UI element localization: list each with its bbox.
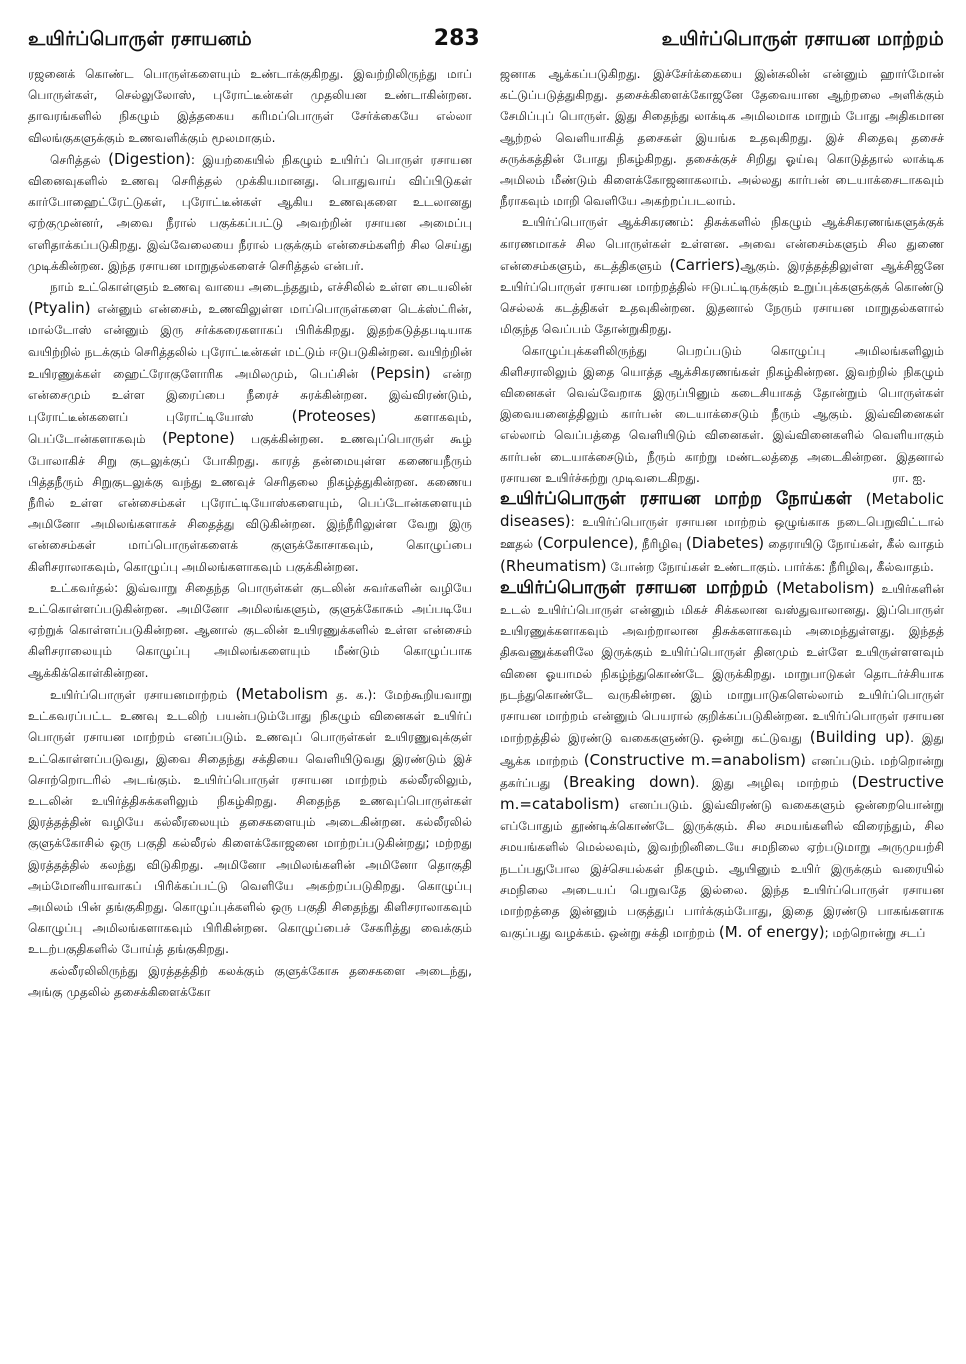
paragraph-text: : உயிர்ப்பொருள் ரசாயன மாற்றம் ஒழுங்காக நடைபெறுவிட்டால் ஊதல் (500, 515, 944, 552)
paragraph-text: களாகவும், பெப்டோன்களாகவும் (28, 410, 472, 447)
paragraph: கல்லீரலிலிருந்து இரத்தத்திற் கலக்கும் குளுக்கோசு தசைகளை அடைந்து, அங்கு முதலில் தசைக்கிளைக்கோ (28, 963, 472, 999)
paragraph: ஜனாக ஆக்கப்படுகிறது. இச்சேர்க்கையை இன்சுலின் என்னும் ஹார்மோன் கட்டுப்படுத்துகிறது. தசைக்கிளைக்கோஜனே தேவையான ஆற்றலை அளிக்கும் சேமிப்புப் பொருள். இது சிதைந்து லாக்டிக அமிலமாக மாறும் போது அதிகமான ஆற்றல் வெளியாகித் தசைகள் இயங்க உதவுகிறது. இச் சிதைவு தசைச் சுருக்கத்தின் போது நிகழ்கிறது. தசைக்குச் சிறிது ஓய்வு கொடுத்தால் லாக்டிக அமிலம் மீண்டும் கிளைக்கோஜனாகலாம். அல்லது கார்பன் டையாக்சைடாகவும் நீராகவும் மாறி வெளியே அகற்றப்படலாம். (500, 67, 944, 209)
paragraph-text: உயிர்ப்பொருள் ஆக்சிகரணம்: திசுக்களில் நிகழும் ஆக்சிகரணங்களுக்குக் காரணமாகச் சில பொருள்கள் உள்ளன. அவை என்சைம்களும் சில துணை என்சைம்களும், கடத்திகளும் (500, 215, 944, 273)
paragraph-text: நாம் உட்கொள்ளும் உணவு வாயை அடைந்ததும், எச்சிலில் உள்ள டையலின் (50, 280, 472, 295)
paragraph-text: . இது அழிவு மாற்றம் (695, 775, 852, 790)
paragraph-metabolism (28, 684, 472, 961)
english-term: (Ptyalin) (28, 299, 91, 318)
paragraph-text: தைராயிடு நோய்கள், கீல் வாதம் (764, 537, 945, 552)
paragraph (500, 341, 944, 489)
running-head-right: உயிர்ப்பொருள் ரசாயன மாற்றம் (661, 28, 944, 50)
paragraph-text: கொழுப்புக்களிலிருந்து பெறப்படும் கொழுப்பு அமிலங்களிலும் கிளிசராலிலும் இதை யொத்த ஆக்சிகரணங்கள் நிகழ்கின்றன. இவற்றில் நிகழும் வினைகள் வெவ்வேறாக இருப்பினும் கடைசியாகத் தோன்றும் பொருள்கள் இவையனைத்திலும் கார்பன் டையாக்சைடும் நீரும் ஆகும். இவ்வினைகள் எல்லாம் வெப்பத்தை வெளியிடும் வினைகள். இவ்வினைகளில் வெளியாகும் கார்பன் டையாக்சைடும், நீரும் காற்று மண்டலத்தை அடைகின்றன. இதனால் ரசாயன உயிர்ச்சுற்று முடிவடைகிறது. (500, 343, 944, 485)
right-column (500, 64, 944, 1003)
paragraph-text: ஆகும். இரத்தத்திலுள்ள ஆக்சிஜனே உயிர்ப்பொருள் ரசாயன மாற்றத்தில் ஈடுபட்டிருக்கும் உறுப்புக்களுக்குக் கொண்டு செல்லக் கடத்திகள் உதவுகின்றன. இதனால் நேரும் ரசாயன மாறுதல்களால் மிகுந்த வெப்பம் தோன்றுகிறது. (500, 258, 944, 337)
paragraph-text: என்ற என்சைமும் உள்ள இரைப்பை நீரைச் சுரக்கின்றன. இவ்விரண்டும், புரோட்டீன்களைப் புரோட்டியோஸ் (28, 366, 472, 425)
section-term: செரித்தல் (50, 152, 109, 167)
paragraph-text: போன்ற நோய்கள் உண்டாகும். பார்க்க: நீரிழிவு, கீல்வாதம். (606, 559, 934, 574)
author-initials: ரா. ஐ. (892, 470, 926, 485)
english-term: (Carriers) (669, 255, 741, 274)
english-term: (Peptone) (161, 429, 235, 448)
paragraph-digestion (28, 149, 472, 277)
english-term: (Corpulence) (537, 534, 635, 553)
entry-heading: உயிர்ப்பொருள் ரசாயன மாற்றம் (500, 577, 769, 598)
english-term: (Proteoses) (291, 407, 377, 426)
paragraph-text: ; மற்றொன்று சடப் (824, 926, 926, 941)
english-term: (Metabolism) (768, 578, 875, 597)
page-header (28, 26, 944, 56)
english-term: (Breaking down) (563, 772, 696, 791)
paragraph-text: எனப்படும். மற்றொன்று தகர்ப்பது (500, 753, 945, 790)
english-term: (Digestion) (108, 149, 191, 168)
english-term: (Diabetes) (685, 534, 765, 553)
paragraph-text: , நீரிழிவு (634, 537, 686, 552)
paragraph-text: . இது ஆக்க மாற்றம் (500, 731, 944, 768)
paragraph-text: எனப்படும். இவ்விரண்டு வகைகளும் ஒன்றையொன்று எப்போதும் தூண்டிக்கொண்டே இருக்கும். சில சமயங்களில் விரைந்தும், சில சமயங்களில் மெல்லவும், இவற்றினிடையே சமநிலை ஏற்படுமாறு அருமுயற்சி நடப்பதுபோல இச்செயல்கள் நிகழும். ஆயினும் உயிர் இருக்கும் வரையில் சமநிலை அடையப் பெறுவதே இல்லை. இந்த உயிர்ப்பொருள் ரசாயன மாற்றத்தை இன்னும் பகுத்துப் பார்க்கும்போது, இதை இரண்டு பாகங்களாக வகுப்பது வழக்கம். ஒன்று சக்தி மாற்றம் (500, 797, 944, 941)
entry-heading-suffix: கள் (824, 489, 866, 510)
paragraph-text: த. க.): மேற்கூறியவாறு உட்கவரப்பட்ட உணவு உடலிற் பயன்படும்போது நிகழும் வினைகள் உயிர்ப் பொருள் ரசாயன மாற்றம் எனப்படும். உணவுப் பொருள்கள் உயிரணுவுக்குள் உட்கொள்ளப்படுவது, இவை சிதைந்து சக்தியை வெளியிடுவது இரண்டும் இச் சொற்றொடரில் அடங்கும். உயிர்ப்பொருள் ரசாயன மாற்றம் கல்லீரலிலும், உடலின் உயிர்த்திசுக்களிலும் நிகழ்கிறது. சிதைந்த உணவுப்பொருள்கள் இரத்தத்தின் வழியே கல்லீரலையும் தசைகளையும் அடைகின்றன. கல்லீரலில் குளுக்கோசில் ஒரு பகுதி கல்லீரல் கிளைக்கோஜனை மாற்றப்படுகின்றது; மற்றது இரத்தத்தில் கலந்து விடுகிறது. அமினோ அமிலங்களின் அமினோ தொகுதி அம்மோனியாவாகப் பிரிக்கப்பட்டு வெளியே அகற்றப்படுகிறது. கொழுப்பு அமிலம் பின் தங்குகிறது. கொழுப்புக்களில் ஒரு பகுதி சிதைந்து கிளிசராலாகவும் கொழுப்பு அமிலங்களாகவும் பிரிகின்றன. கொழுப்பைச் சேகரித்து வைக்கும் உடற்பகுதிகளில் போய்த் தங்குகிறது. (28, 687, 472, 957)
paragraph-absorption: உட்கவர்தல்: இவ்வாறு சிதைந்த பொருள்கள் குடலின் சுவர்களின் வழியே உட்கொள்ளப்படுகின்றன. அமினோ அமிலங்களும், குளுக்கோசும் அப்படியே ஏற்றுக் கொள்ளப்படுகின்றன. ஆனால் குடலின் உயிரணுக்களில் உள்ள என்சைம் கிளிசராலையும் கொழுப்பு அமிலங்களையும் மீண்டும் கொழுப்பாக ஆக்கிக்கொள்கின்றன. (28, 580, 472, 680)
paragraph-text: : இயற்கையில் நிகழும் உயிர்ப் பொருள் ரசாயன வினைவுகளில் உணவு செரித்தல் முக்கியமானது. பொதுவாய் விப்பிடுகள் கார்போஹைட்ரேட்டுகள், புரோட்டீன்கள் ஆகிய உணவுகளை உடலானது ஏற்குமுன்னர், அவை நீரால் பகுக்கப்பட்டு அவற்றின் ரசாயன அமைப்பு எளிதாக்கப்படுகிறது. இவ்வேலையை நீரால் பகுக்கும் என்சைம்களிற் சில செய்து முடிக்கின்றன. இந்த ரசாயன மாறுதல்களைச் செரித்தல் என்பர். (28, 152, 473, 273)
entry-heading: உயிர்ப்பொருள் ரசாயன மாற்ற நோய் (500, 489, 825, 510)
english-term: (Rheumatism) (500, 556, 607, 575)
english-term: (Constructive m.=anabolism) (583, 750, 806, 769)
paragraph-text: என்னும் என்சைம், உணவிலுள்ள மாப்பொருள்களை டெக்ஸ்ட்ரின், மால்டோஸ் என்னும் இரு சர்க்கரைகளாகப் பிரிக்கிறது. இதற்கடுத்தபடியாக வயிற்றில் நடக்கும் செரித்தலில் புரோட்டீன்கள் மட்டும் ஈடுபடுகின்றன. வயிற்றின் உயிரணுக்கள் ஹைட்ரோகுளோரிக அமிலமும், பெப்சின் (28, 302, 472, 381)
paragraph-text: பகுக்கின்றன. உணவுப்பொருள் கூழ் போலாகிச் சிறு குடலுக்குப் போகிறது. காரத் தன்மையுள்ள கணையநீரும் பித்தநீரும் சிறுகுடலுக்கு வந்து உணவுச் செரிதலை நிகழ்த்துகின்றன. கணைய நீரில் உள்ள என்சைம்கள் புரோட்டியோஸ்களையும், பெப்டோன்களையும் அமினோ அமிலங்களாகச் சிதைத்து விடுகின்றன. இந்நீரிலுள்ள வேறு இரு என்சைம்கள் மாப்பொருள்களைக் குளுக்கோசாகவும், கொழுப்பை கிளிசராலாகவும், கொழுப்பு அமிலங்களாகவும் பகுக்கின்றன. (28, 432, 473, 574)
english-term: (Destructive m.=catabolism) (500, 772, 944, 813)
left-column (28, 64, 472, 1003)
section-term: உயிர்ப்பொருள் ரசாயனமாற்றம் (50, 687, 236, 702)
paragraph-oxidation (500, 212, 944, 340)
running-head-left: உயிர்ப்பொருள் ரசாயனம் (28, 28, 252, 50)
paragraph-text: உயிர்களின் உடல் உயிர்ப்பொருள் என்னும் மிகச் சிக்கலான வஸ்துவாலானது. இப்பொருள் உயிரணுக்களாகவும் அவற்றாலான திசுக்களாகவும் அமைந்துள்ளது. இந்தத் திசுவணுக்களிலே இருக்கும் உயிர்ப்பொருள் தினமும் உள்ளே உயிருள்ளளவும் வினை ஓயாமல் நிகழ்ந்துகொண்டே இருக்கிறது. மாறுபாடுகள் தொடர்ச்சியாக நடந்துகொண்டே வருகின்றன. இம் மாறுபாடுகளெல்லாம் உயிர்ப்பொருள் ரசாயன மாற்றம் என்னும் பெயரால் குறிக்கப்படுகின்றன. உயிர்ப்பொருள் ரசாயன மாற்றத்தில் இரண்டு வகைகளுண்டு. ஒன்று கட்டுவது (500, 581, 944, 746)
english-term: (M. of energy) (718, 923, 825, 942)
english-term: (Pepsin) (370, 363, 431, 382)
paragraph (28, 277, 472, 578)
english-term: (Metabolism (235, 684, 329, 703)
english-term: (Metabolic diseases) (500, 490, 944, 531)
entry-metabolic-diseases (500, 489, 944, 578)
text-columns (28, 64, 944, 1003)
entry-metabolism (500, 578, 944, 944)
english-term: (Building up) (809, 728, 911, 747)
page-number: 283 (433, 26, 480, 51)
paragraph: ரஜனைக் கொண்ட பொருள்களையும் உண்டாக்குகிறது. இவற்றிலிருந்து மாப் பொருள்கள், செல்லுலோஸ், புரோட்டீன்கள் முதலியன உண்டாகின்றன. தாவரங்களில் நிகழும் இத்தகைய கரிமப்பொருள் சேர்க்கையே எல்லா விலங்குகளுக்கும் உணவளிக்கும் மூலமாகும். (28, 67, 472, 145)
